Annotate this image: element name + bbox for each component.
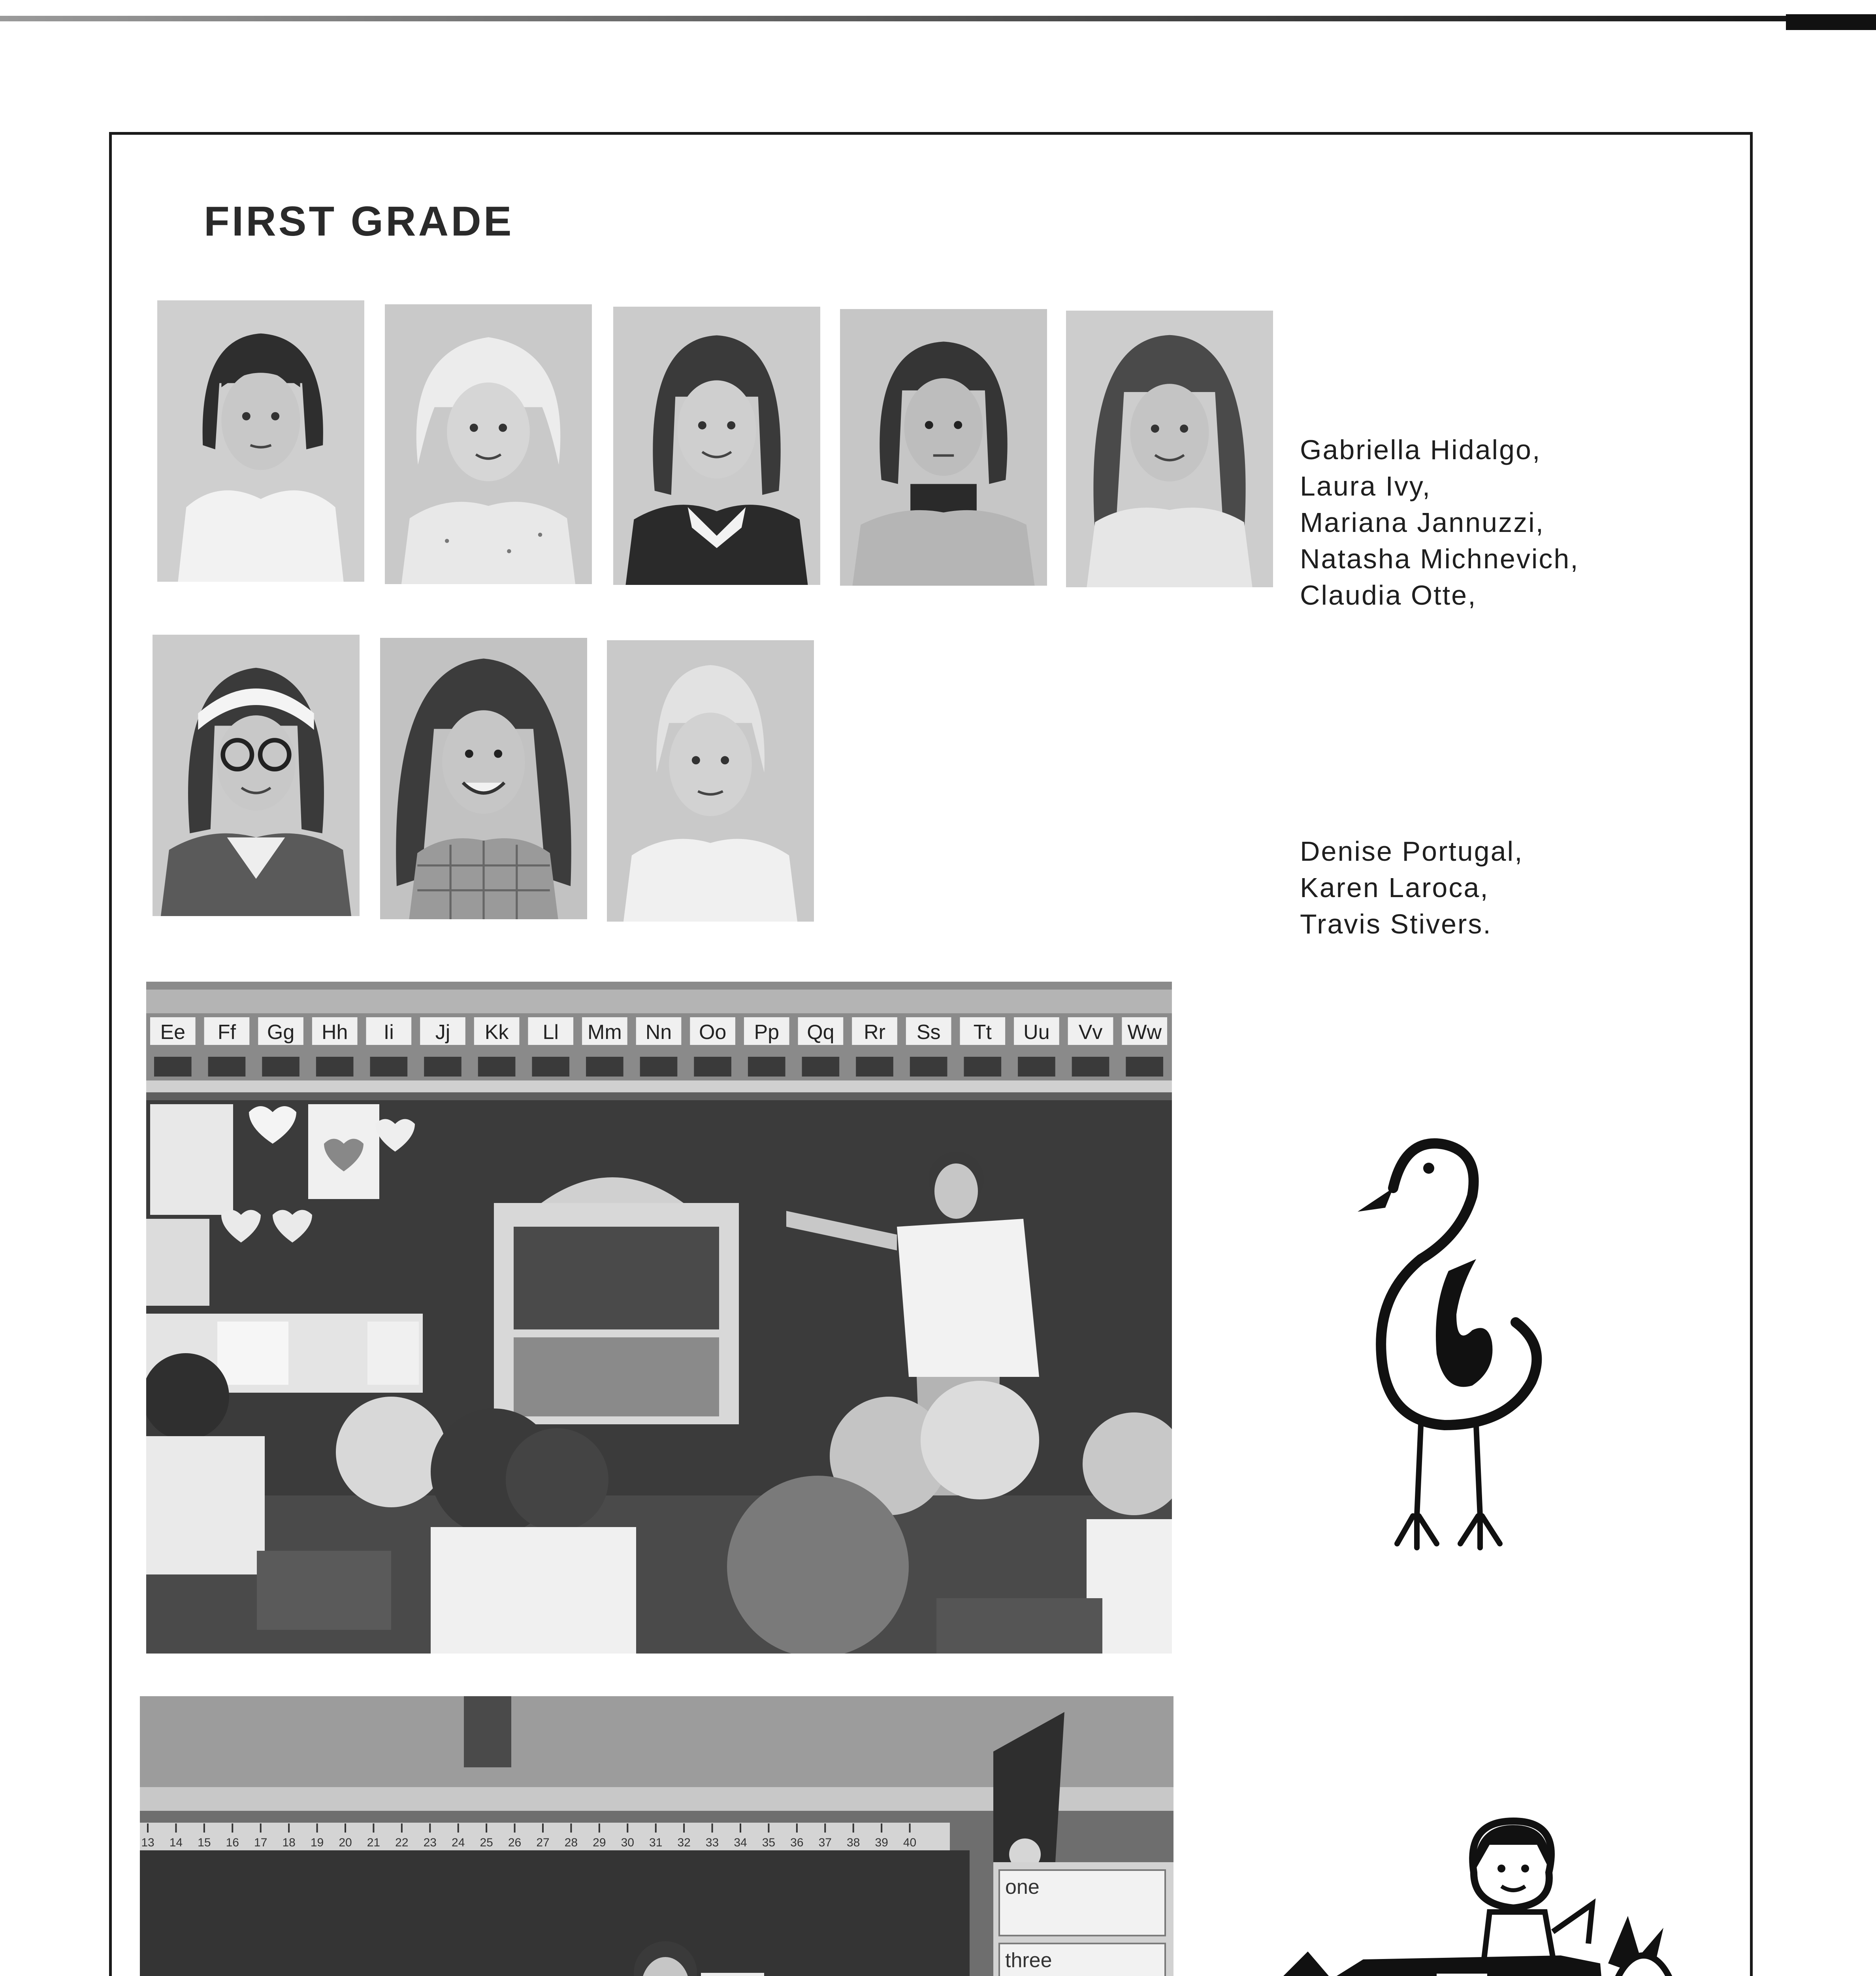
names-caption-group-2 xyxy=(1300,833,1524,942)
number-line-label: 23 xyxy=(423,1836,437,1849)
alphabet-card-label: Vv xyxy=(1078,1021,1103,1044)
alphabet-card-label: Hh xyxy=(321,1021,348,1044)
number-line-label: 24 xyxy=(452,1836,465,1849)
number-line-label: 17 xyxy=(254,1836,267,1849)
alphabet-card-label: Qq xyxy=(807,1021,834,1044)
name-line: Natasha Michnevich, xyxy=(1300,543,1579,574)
portrait-denise-portugal xyxy=(153,635,360,916)
alphabet-card-picture xyxy=(802,1057,840,1077)
alphabet-card-label: Ll xyxy=(542,1021,559,1044)
name-line: Travis Stivers. xyxy=(1300,909,1492,939)
alphabet-card-picture xyxy=(370,1057,408,1077)
number-card-label: three xyxy=(1005,1949,1052,1972)
alphabet-card-label: Pp xyxy=(754,1021,780,1044)
alphabet-card-picture xyxy=(910,1057,947,1077)
number-line-label: 26 xyxy=(508,1836,522,1849)
alphabet-card-label: Ss xyxy=(916,1021,941,1044)
number-line-label: 32 xyxy=(677,1836,691,1849)
number-line-label: 40 xyxy=(903,1836,917,1849)
number-card-label: one xyxy=(1005,1876,1040,1899)
alphabet-card-label: Ee xyxy=(160,1021,186,1044)
number-line-label: 18 xyxy=(282,1836,296,1849)
portrait-travis-stivers xyxy=(607,640,814,922)
alphabet-card-picture xyxy=(532,1057,569,1077)
alphabet-card-label: Gg xyxy=(267,1021,295,1044)
number-line-label: 28 xyxy=(564,1836,578,1849)
alphabet-card-label: Jj xyxy=(435,1021,450,1044)
portrait-natasha-michnevich xyxy=(840,309,1047,586)
number-line-label: 13 xyxy=(141,1836,154,1849)
number-line-label: 34 xyxy=(734,1836,747,1849)
alphabet-card-picture xyxy=(478,1057,516,1077)
alphabet-card-label: Mm xyxy=(588,1021,622,1044)
alphabet-card-picture xyxy=(154,1057,192,1077)
portrait-laura-ivy xyxy=(385,304,592,584)
alphabet-card-picture xyxy=(262,1057,299,1077)
alphabet-card-picture xyxy=(424,1057,461,1077)
name-line: Karen Laroca, xyxy=(1300,872,1489,903)
alphabet-card-picture xyxy=(208,1057,246,1077)
alphabet-card-label: Oo xyxy=(699,1021,727,1044)
alphabet-card-label: Rr xyxy=(864,1021,885,1044)
alphabet-card-picture xyxy=(1072,1057,1109,1077)
number-line-label: 20 xyxy=(339,1836,352,1849)
alphabet-card-label: Ff xyxy=(217,1021,236,1044)
top-rule xyxy=(0,16,1876,21)
classroom-photo-teacher-with-students xyxy=(140,1696,1173,1976)
alphabet-card-label: Uu xyxy=(1023,1021,1050,1044)
number-line-label: 22 xyxy=(395,1836,409,1849)
number-line-label: 39 xyxy=(875,1836,888,1849)
drawing-bird xyxy=(1342,1109,1554,1552)
name-line: Gabriella Hidalgo, xyxy=(1300,434,1541,465)
number-line-label: 25 xyxy=(480,1836,493,1849)
alphabet-card-picture xyxy=(316,1057,354,1077)
alphabet-card-label: Kk xyxy=(484,1021,509,1044)
drawing-child-on-donkey xyxy=(1213,1813,1695,1976)
name-line: Laura Ivy, xyxy=(1300,471,1431,502)
number-line-label: 15 xyxy=(198,1836,211,1849)
number-line-label: 33 xyxy=(705,1836,719,1849)
portrait-mariana-jannuzzi xyxy=(613,307,820,585)
number-line-label: 27 xyxy=(536,1836,550,1849)
page-heading: FIRST GRADE xyxy=(204,198,514,245)
alphabet-card-picture xyxy=(1126,1057,1163,1077)
alphabet-card-label: Tt xyxy=(973,1021,992,1044)
number-line-label: 37 xyxy=(818,1836,832,1849)
portrait-gabriella-hidalgo xyxy=(157,300,364,582)
number-line-label: 14 xyxy=(169,1836,183,1849)
name-line: Mariana Jannuzzi, xyxy=(1300,507,1545,538)
alphabet-card-label: Ww xyxy=(1127,1021,1162,1044)
number-line-label: 35 xyxy=(762,1836,776,1849)
alphabet-card-picture xyxy=(1018,1057,1055,1077)
number-line-label: 16 xyxy=(226,1836,239,1849)
number-line-label: 31 xyxy=(649,1836,663,1849)
alphabet-card-picture xyxy=(856,1057,893,1077)
number-line-label: 36 xyxy=(790,1836,804,1849)
portrait-karen-laroca xyxy=(380,638,587,919)
alphabet-card-picture xyxy=(964,1057,1001,1077)
top-rule-end xyxy=(1786,14,1876,30)
classroom-photo-teacher-at-board xyxy=(146,982,1172,1654)
alphabet-card-label: Nn xyxy=(645,1021,672,1044)
alphabet-card-picture xyxy=(640,1057,678,1077)
number-line-label: 30 xyxy=(621,1836,634,1849)
name-line: Claudia Otte, xyxy=(1300,580,1477,611)
portrait-claudia-otte xyxy=(1066,311,1273,587)
number-line-label: 21 xyxy=(367,1836,380,1849)
names-caption-group-1 xyxy=(1300,432,1579,613)
alphabet-card-picture xyxy=(748,1057,785,1077)
name-line: Denise Portugal, xyxy=(1300,836,1524,867)
number-line-label: 19 xyxy=(310,1836,324,1849)
alphabet-card-picture xyxy=(694,1057,731,1077)
number-line-label: 38 xyxy=(847,1836,860,1849)
alphabet-card-picture xyxy=(586,1057,623,1077)
alphabet-card-label: Ii xyxy=(383,1021,394,1044)
number-line-label: 29 xyxy=(593,1836,606,1849)
